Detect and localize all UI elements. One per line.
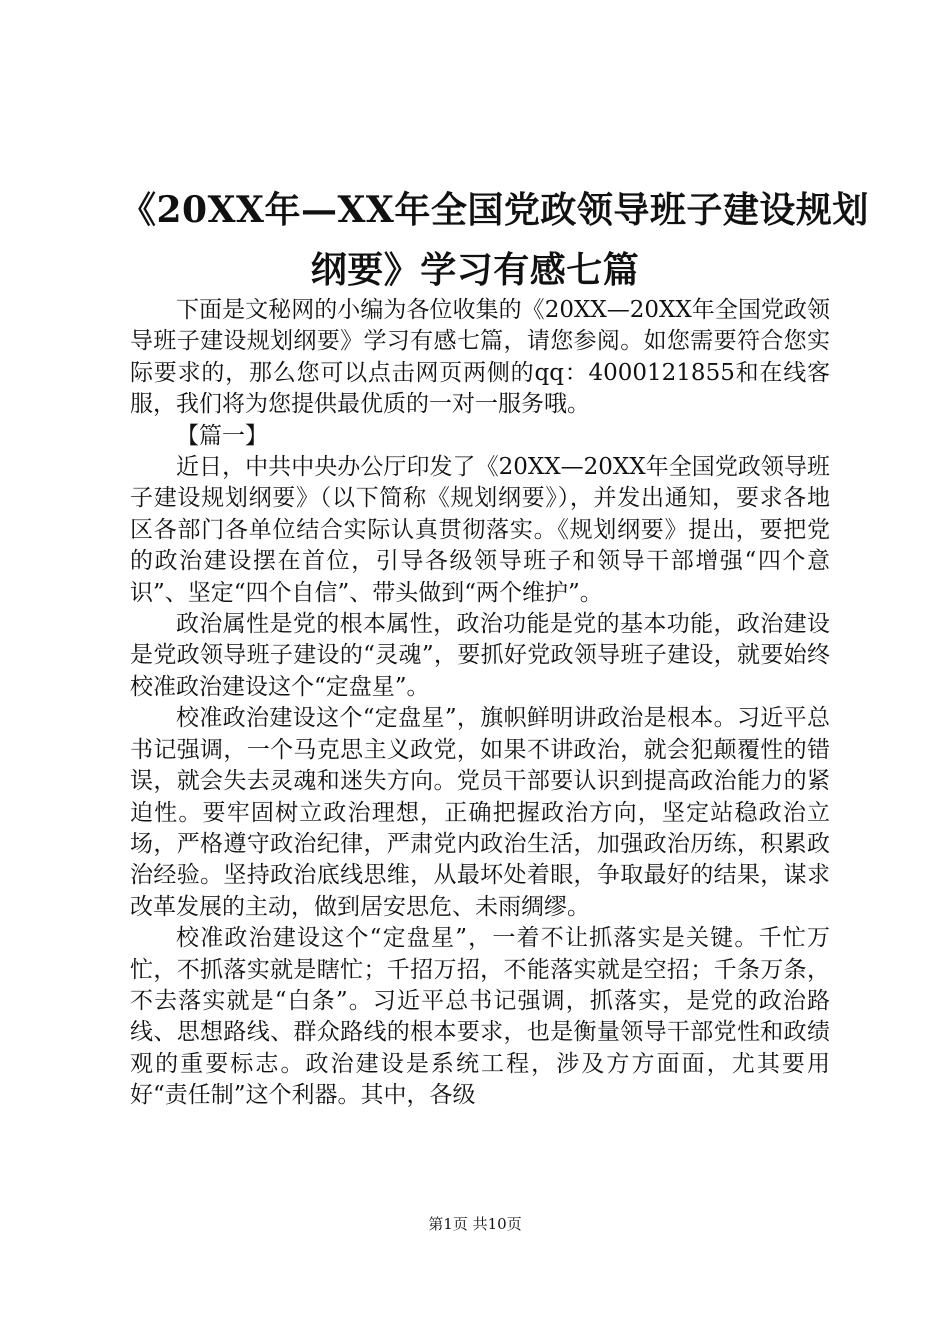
body-paragraph: 校准政治建设这个“定盘星”，旗帜鲜明讲政治是根本。习近平总书记强调，一个马克思主义政党，如果不讲政治，就会犯颠覆性的错误，就会失去灵魂和迷失方向。党员干部要认识到提高政治能力的紧迫性。要牢固树立政治理想，正确把握政治方向，坚定站稳政治立场，严格遵守政治纪律，严肃党内政治生活，加强政治历练，积累政治经验。坚持政治底线思维，从最坏处着眼，争取最好的结果，谋求改革发展的主动，做到居安思危、未雨绸缪。 (130, 705, 830, 920)
body-paragraph: 近日，中共中央办公厅印发了《20XX—20XX年全国党政领导班子建设规划纲要》（以下简称《规划纲要》），并发出通知，要求各地区各部门各单位结合实际认真贯彻落实。《规划纲要》提出，要把党的政治建设摆在首位，引导各级领导班子和领导干部增强“四个意识”、坚定“四个自信”、带头做到“两个维护”。 (130, 454, 830, 606)
body-paragraph: 政治属性是党的根本属性，政治功能是党的基本功能，政治建设是党政领导班子建设的“灵魂”，要抓好党政领导班子建设，就要始终校准政治建设这个“定盘星”。 (130, 611, 830, 700)
body-paragraph: 校准政治建设这个“定盘星”，一着不让抓落实是关键。千忙万忙，不抓落实就是瞎忙；千招万招，不能落实就是空招；千条万条，不去落实就是“白条”。习近平总书记强调，抓落实，是党的政治路线、思想路线、群众路线的根本要求，也是衡量领导干部党性和政绩观的重要标志。政治建设是系统工程，涉及方方面面，尤其要用好“责任制”这个利器。其中，各级 (130, 925, 830, 1109)
document-title-line-1: 《20XX年—XX年全国党政领导班子建设规划 (120, 189, 869, 231)
section-heading: 【篇一】 (176, 422, 268, 449)
page-footer: 第1页 共10页 (428, 1215, 522, 1233)
document-title-line-2: 纲要》学习有感七篇 (310, 249, 640, 291)
document-body (130, 295, 830, 1112)
intro-paragraph: 下面是文秘网的小编为各位收集的《20XX—20XX年全国党政领导班子建设规划纲要》学习有感七篇，请您参阅。如您需要符合您实际要求的，那么您可以点击网页两侧的qq：4000121855和在线客服，我们将为您提供最优质的一对一服务哦。 (130, 297, 830, 418)
